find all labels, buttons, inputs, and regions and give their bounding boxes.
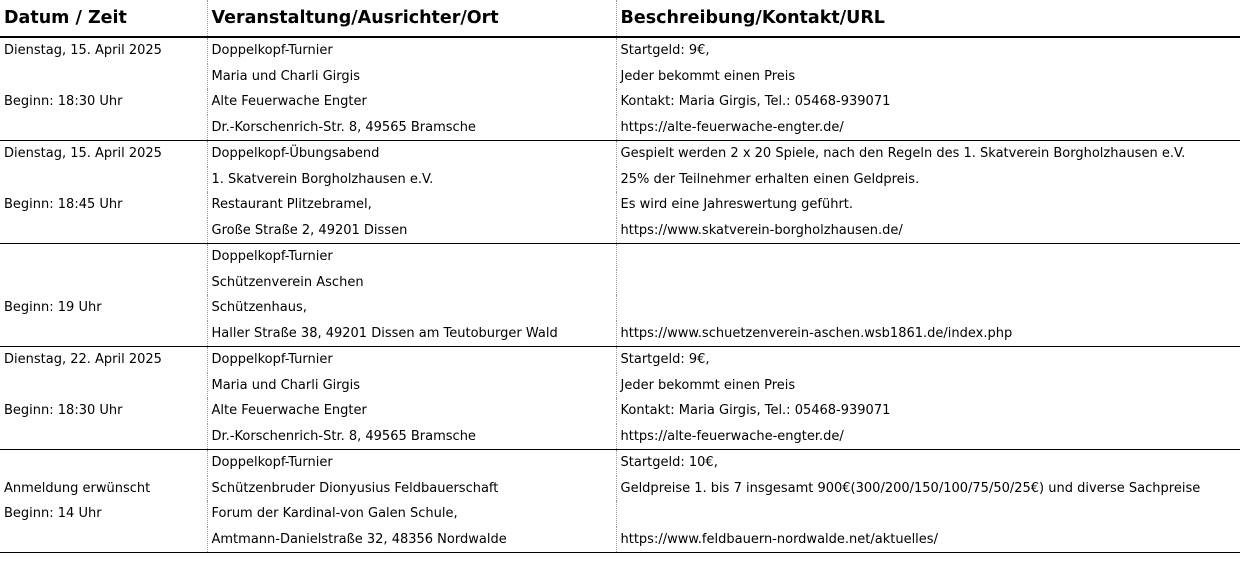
- table-row: [0, 527, 1240, 553]
- table-row: [0, 450, 1240, 476]
- table-row: [0, 192, 1240, 218]
- date-cell[interactable]: Dienstag, 15. April 2025: [0, 141, 207, 167]
- table-row: [0, 373, 1240, 399]
- table-row: [0, 270, 1240, 296]
- event-cell[interactable]: Maria und Charli Girgis: [207, 64, 616, 90]
- event-cell[interactable]: Forum der Kardinal-von Galen Schule,: [207, 501, 616, 527]
- table-row: [0, 244, 1240, 270]
- description-cell[interactable]: https://alte-feuerwache-engter.de/: [616, 424, 1240, 450]
- description-cell[interactable]: [616, 270, 1240, 296]
- description-cell[interactable]: Kontakt: Maria Girgis, Tel.: 05468-939071: [620, 94, 891, 110]
- event-cell[interactable]: Dr.-Korschenrich-Str. 8, 49565 Bramsche: [207, 115, 616, 141]
- description-cell[interactable]: Gespielt werden 2 x 20 Spiele, nach den Regeln des 1. Skatverein Borgholzhausen e.V.: [620, 146, 1186, 162]
- table-row: [0, 141, 1240, 167]
- date-cell[interactable]: Beginn: 14 Uhr: [0, 501, 207, 527]
- table-row: [0, 424, 1240, 450]
- event-cell[interactable]: Doppelkopf-Turnier: [207, 450, 616, 476]
- event-cell[interactable]: Schützenbruder Dionyusius Feldbauerschaft: [207, 476, 616, 502]
- date-cell[interactable]: [0, 167, 207, 193]
- header-row: [0, 0, 1240, 37]
- date-cell[interactable]: [0, 450, 207, 476]
- date-cell[interactable]: [0, 218, 207, 244]
- table-row: [0, 167, 1240, 193]
- table-row: [0, 64, 1240, 90]
- date-cell[interactable]: [0, 373, 207, 399]
- event-cell[interactable]: 1. Skatverein Borgholzhausen e.V.: [207, 167, 616, 193]
- date-cell[interactable]: Beginn: 18:30 Uhr: [0, 89, 207, 115]
- event-cell[interactable]: Dr.-Korschenrich-Str. 8, 49565 Bramsche: [207, 424, 616, 450]
- date-cell[interactable]: Dienstag, 15. April 2025: [0, 37, 207, 64]
- description-cell[interactable]: Jeder bekommt einen Preis: [620, 377, 796, 393]
- table-body: [0, 37, 1240, 553]
- event-cell[interactable]: Maria und Charli Girgis: [207, 373, 616, 399]
- table-row: [0, 89, 1240, 115]
- date-cell[interactable]: [0, 270, 207, 296]
- description-cell[interactable]: 25% der Teilnehmer erhalten einen Geldpreis.: [620, 171, 920, 187]
- table-row: [0, 476, 1240, 502]
- table-row: [0, 218, 1240, 244]
- event-cell[interactable]: Schützenhaus,: [207, 295, 616, 321]
- description-cell[interactable]: Jeder bekommt einen Preis: [620, 68, 796, 84]
- description-cell[interactable]: https://www.schuetzenverein-aschen.wsb1861.de/index.php: [616, 321, 1240, 347]
- table-row: [0, 37, 1240, 64]
- table-row: [0, 398, 1240, 424]
- header-event[interactable]: Veranstaltung/Ausrichter/Ort: [207, 0, 616, 37]
- description-cell[interactable]: [616, 244, 1240, 270]
- event-cell[interactable]: Doppelkopf-Turnier: [207, 244, 616, 270]
- event-cell[interactable]: Alte Feuerwache Engter: [207, 398, 616, 424]
- event-cell[interactable]: Große Straße 2, 49201 Dissen: [207, 218, 616, 244]
- event-cell[interactable]: Doppelkopf-Turnier: [207, 37, 616, 64]
- description-cell[interactable]: [616, 501, 1240, 527]
- event-cell[interactable]: Haller Straße 38, 49201 Dissen am Teutoburger Wald: [207, 321, 616, 347]
- description-cell[interactable]: https://www.feldbauern-nordwalde.net/aktuelles/: [616, 527, 1240, 553]
- description-cell[interactable]: Kontakt: Maria Girgis, Tel.: 05468-939071: [620, 403, 891, 419]
- date-cell[interactable]: [0, 321, 207, 347]
- header-description[interactable]: Beschreibung/Kontakt/URL: [616, 0, 1240, 37]
- date-cell[interactable]: Beginn: 19 Uhr: [0, 295, 207, 321]
- table-row: [0, 501, 1240, 527]
- event-cell[interactable]: Doppelkopf-Turnier: [207, 347, 616, 373]
- description-cell[interactable]: Startgeld: 9€,: [620, 43, 710, 59]
- event-cell[interactable]: Restaurant Plitzebramel,: [207, 192, 616, 218]
- event-cell[interactable]: Schützenverein Aschen: [207, 270, 616, 296]
- date-cell[interactable]: Beginn: 18:45 Uhr: [0, 192, 207, 218]
- table-row: [0, 115, 1240, 141]
- date-cell[interactable]: Anmeldung erwünscht: [0, 476, 207, 502]
- description-cell[interactable]: [616, 295, 1240, 321]
- event-cell[interactable]: Amtmann-Danielstraße 32, 48356 Nordwalde: [207, 527, 616, 553]
- header-date[interactable]: Datum / Zeit: [0, 0, 207, 37]
- event-cell[interactable]: Doppelkopf-Übungsabend: [207, 141, 616, 167]
- date-cell[interactable]: [0, 527, 207, 553]
- description-cell[interactable]: Startgeld: 9€,: [620, 352, 710, 368]
- description-cell[interactable]: Es wird eine Jahreswertung geführt.: [620, 197, 854, 213]
- table-row: [0, 321, 1240, 347]
- event-cell[interactable]: Alte Feuerwache Engter: [207, 89, 616, 115]
- description-cell[interactable]: https://www.skatverein-borgholzhausen.de/: [616, 218, 1240, 244]
- date-cell[interactable]: [0, 424, 207, 450]
- table-row: [0, 295, 1240, 321]
- date-cell[interactable]: Dienstag, 22. April 2025: [0, 347, 207, 373]
- date-cell[interactable]: [0, 244, 207, 270]
- table-row: [0, 347, 1240, 373]
- description-cell[interactable]: https://alte-feuerwache-engter.de/: [616, 115, 1240, 141]
- date-cell[interactable]: [0, 115, 207, 141]
- description-cell[interactable]: Startgeld: 10€,: [620, 455, 718, 471]
- description-cell[interactable]: Geldpreise 1. bis 7 insgesamt 900€(300/200/150/100/75/50/25€) und diverse Sachpreise: [620, 480, 1201, 496]
- date-cell[interactable]: [0, 64, 207, 90]
- date-cell[interactable]: Beginn: 18:30 Uhr: [0, 398, 207, 424]
